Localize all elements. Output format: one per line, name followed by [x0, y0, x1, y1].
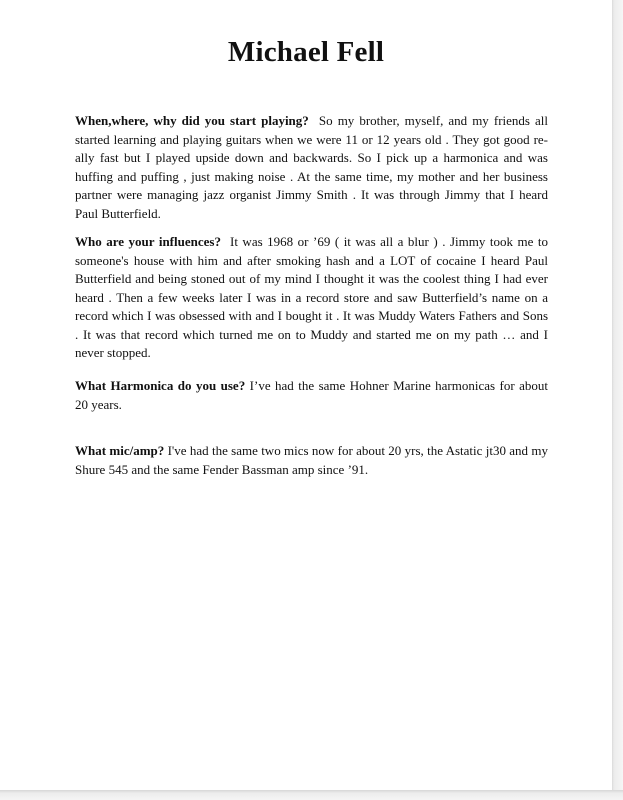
question-text: Who are your influences?	[75, 234, 221, 249]
page-edge-shadow	[612, 0, 623, 800]
question-text: What Harmonica do you use?	[75, 378, 246, 393]
document-title: Michael Fell	[227, 36, 385, 68]
question-text: What mic/amp?	[75, 443, 165, 458]
page-edge-shadow	[0, 790, 623, 800]
answer-text: I’ve had the same Hohner Marine harmonicas for about 20 years.	[75, 378, 549, 412]
answer-text: I've had the same two mics now for about 20 yrs, the Astatic jt30 and my Shure 545 and the same Fender Bassman amp since ’91.	[75, 443, 548, 477]
question-text: When,where, why did you start playing?	[75, 113, 309, 128]
qa-paragraph	[75, 112, 548, 223]
qa-paragraph	[75, 233, 548, 363]
answer-text: It was 1968 or ’69 ( it was all a blur ) . Jimmy took me to someone's house with him and after smoking hash and a LOT of cocaine I heard Paul Butterfield and being stoned out of my mind I thought it was the coolest thing I had ever heard . Then a few weeks later I was in a record store and saw Butterfield’s name on a record which I was obsessed with and I bought it . It was Muddy Waters Fathers and Sons . It was that record which turned me on to Muddy and started me on my path … and I never stopped.	[75, 234, 549, 360]
qa-paragraph	[75, 442, 548, 479]
qa-paragraph	[75, 377, 548, 414]
answer-text: So my brother, myself, and my friends all started learning and playing guitars when we were 11 or 12 years old . They got good re-ally fast but I played upside down and backwards. So I pick up a harmonica and was huffing and puffing , just making noise . At the same time, my mother and her business partner were managing jazz organist Jimmy Smith . It was through Jimmy that I heard Paul Butterfield.	[75, 113, 549, 221]
